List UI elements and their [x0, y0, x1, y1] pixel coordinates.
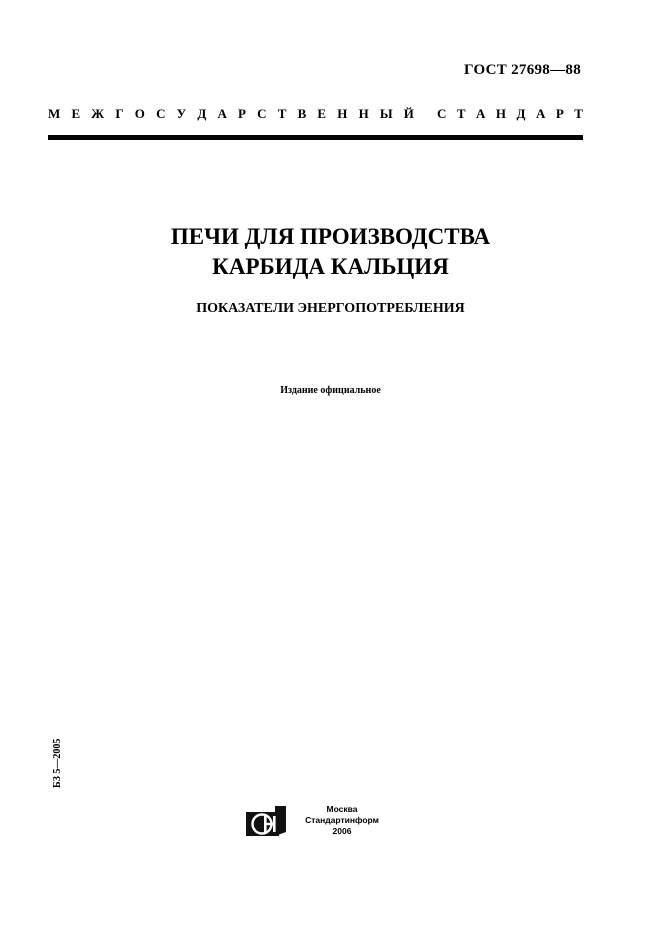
category-letter: Т — [277, 106, 287, 121]
category-letter: Р — [555, 106, 564, 121]
category-letter: А — [217, 106, 227, 121]
title-line-2: КАРБИДА КАЛЬЦИЯ — [212, 254, 449, 279]
category-letter: Й — [403, 106, 414, 121]
standartinform-logo-icon — [245, 804, 287, 838]
category-letter: Т — [574, 106, 583, 121]
header-rule — [48, 135, 583, 140]
category-letter: А — [535, 106, 546, 121]
document-code: ГОСТ 27698—88 — [463, 62, 581, 78]
title-line-1: ПЕЧИ ДЛЯ ПРОИЗВОДСТВА — [170, 224, 491, 249]
category-letter: Р — [238, 106, 246, 121]
category-letter: Ж — [91, 106, 105, 121]
category-letter: В — [297, 106, 307, 121]
side-code: БЗ 5—2005 — [52, 738, 63, 788]
category-letter: А — [476, 106, 486, 121]
category-letter: Ы — [379, 106, 393, 121]
category-letter: О — [134, 106, 145, 121]
standard-category — [48, 106, 583, 122]
category-word-2 — [437, 106, 583, 122]
document-title — [0, 222, 661, 282]
category-letter: Н — [358, 106, 369, 121]
category-letter: У — [176, 106, 187, 121]
category-letter: С — [156, 106, 166, 121]
category-letter: Н — [495, 106, 507, 121]
edition-note: Издание официальное — [280, 385, 381, 396]
category-letter: Е — [317, 106, 327, 121]
category-letter: Н — [337, 106, 348, 121]
category-word-1 — [48, 106, 414, 122]
category-letter: Е — [71, 106, 81, 121]
publisher-name: Стандартинформ — [305, 815, 379, 825]
publisher-info — [296, 804, 388, 837]
publisher-city: Москва — [326, 804, 358, 814]
category-letter: Г — [115, 106, 124, 121]
category-letter: С — [257, 106, 267, 121]
document-subtitle: ПОКАЗАТЕЛИ ЭНЕРГОПОТРЕБЛЕНИЯ — [196, 301, 465, 316]
category-letter: Д — [516, 106, 526, 121]
category-letter: Д — [197, 106, 207, 121]
category-letter: С — [437, 106, 447, 121]
publisher-year: 2006 — [332, 826, 352, 836]
category-letter: М — [48, 106, 61, 121]
category-letter: Т — [456, 106, 466, 121]
